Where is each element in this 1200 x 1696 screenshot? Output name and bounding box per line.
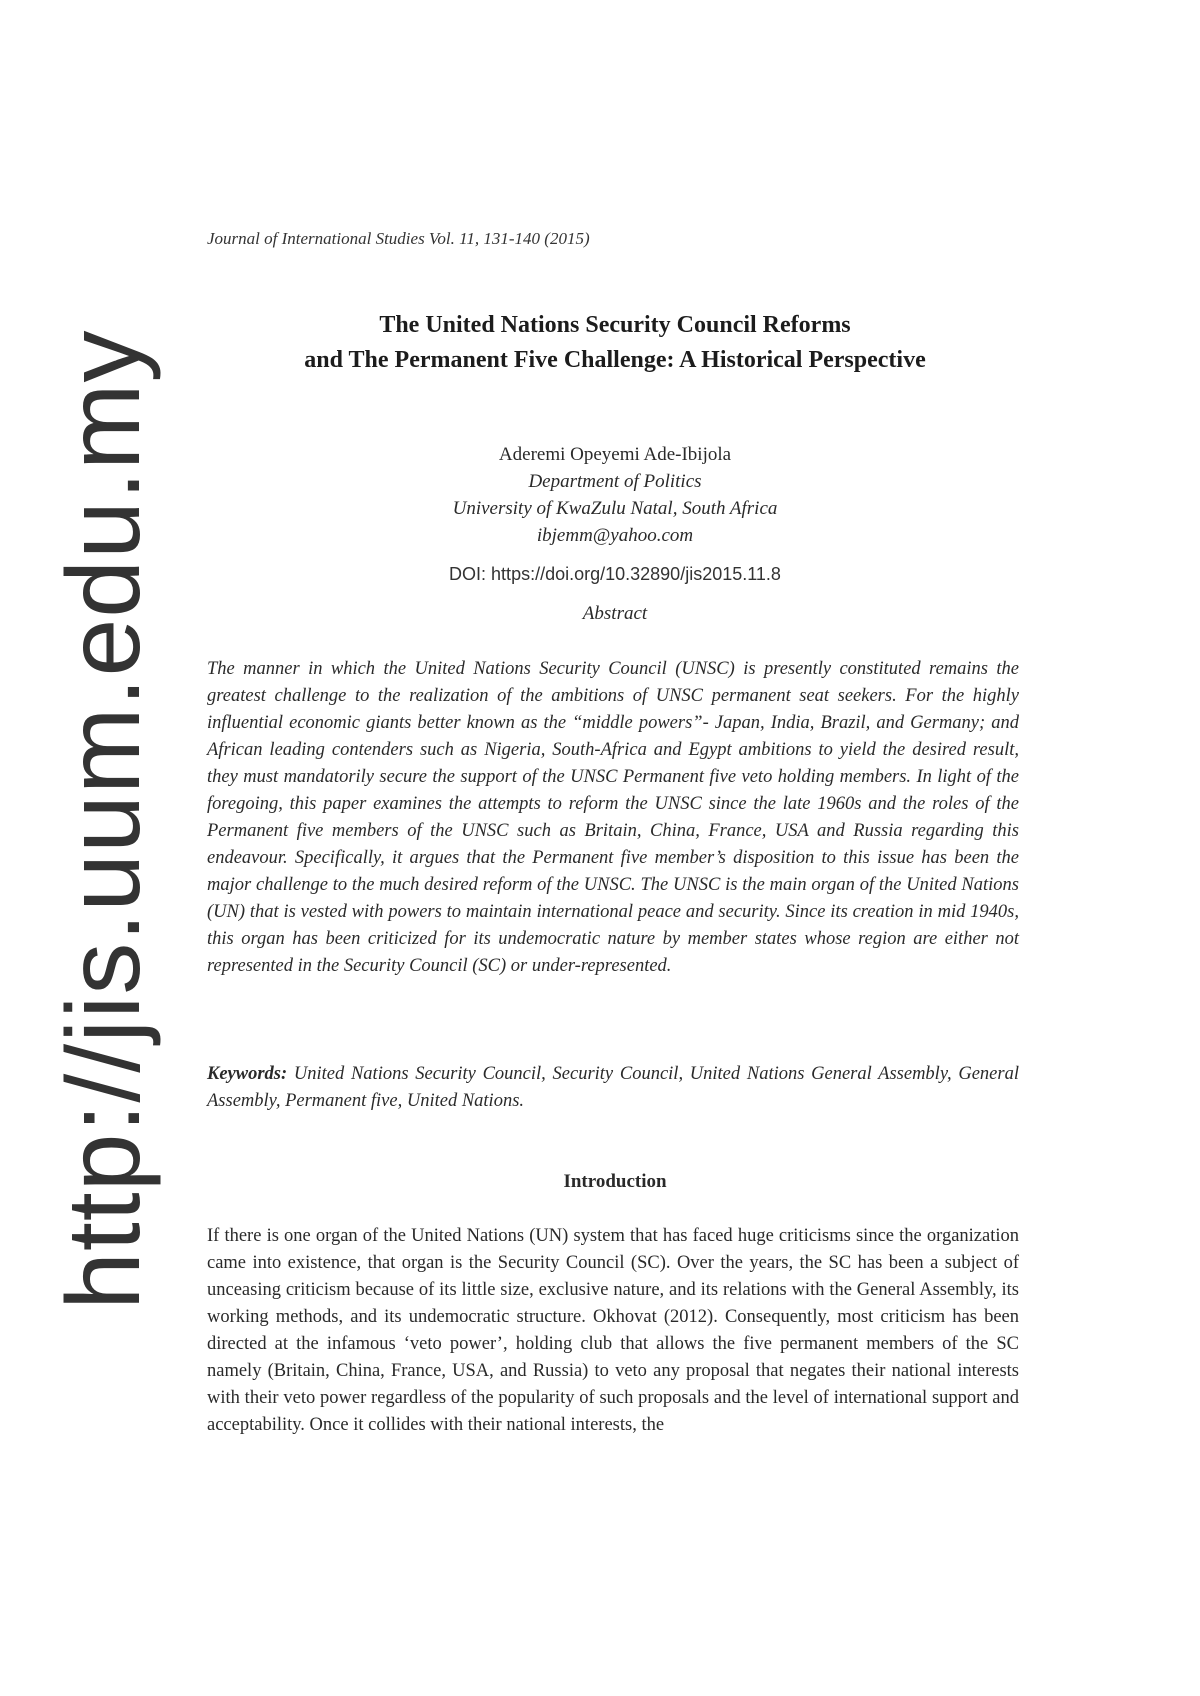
title-line-1: The United Nations Security Council Reforms: [379, 312, 851, 338]
keywords-text: United Nations Security Council, Security Council, United Nations General Assembly, General Assembly, Permanent five, United Nations.: [207, 1064, 1019, 1111]
paper-title: [180, 308, 1050, 378]
author-name: Aderemi Opeyemi Ade-Ibijola: [498, 444, 732, 465]
keywords-label: Keywords:: [207, 1064, 288, 1084]
author-email: ibjemm@yahoo.com: [536, 525, 694, 546]
abstract-heading: Abstract: [582, 603, 648, 624]
author-block: [200, 441, 1030, 549]
author-university: University of KwaZulu Natal, South Africa: [452, 498, 778, 519]
watermark-url: http://jis.uum.edu.my: [46, 329, 162, 1310]
doi-link[interactable]: DOI: https://doi.org/10.32890/jis2015.11.8: [449, 564, 781, 584]
title-line-2: and The Permanent Five Challenge: A Historical Perspective: [304, 347, 926, 373]
keywords: [207, 1061, 1019, 1115]
author-department: Department of Politics: [528, 471, 702, 492]
journal-reference: Journal of International Studies Vol. 11, 131-140 (2015): [207, 229, 590, 248]
introduction-heading: Introduction: [563, 1171, 667, 1192]
introduction-text: If there is one organ of the United Nations (UN) system that has faced huge criticisms since the organization came into existence, that organ is the Security Council (SC). Over the years, the SC has been a subject of unceasing criticism because of its little size, exclusive nature, and its relations with the General Assembly, its working methods, and its undemocratic structure. Okhovat (2012). Consequently, most criticism has been directed at the infamous ‘veto power’, holding club that allows the five permanent members of the SC namely (Britain, China, France, USA, and Russia) to veto any proposal that negates their national interests with their veto power regardless of the popularity of such proposals and the level of international support and acceptability. Once it collides with their national interests, the: [207, 1226, 1019, 1435]
abstract-text: The manner in which the United Nations Security Council (UNSC) is presently constituted remains the greatest challenge to the realization of the ambitions of UNSC permanent seat seekers. For the highly influential economic giants better known as the “middle powers”- Japan, India, Brazil, and Germany; and African leading contenders such as Nigeria, South-Africa and Egypt ambitions to yield the desired result, they must mandatorily secure the support of the UNSC Permanent five veto holding members. In light of the foregoing, this paper examines the attempts to reform the UNSC since the late 1960s and the roles of the Permanent five members of the UNSC such as Britain, China, France, USA and Russia regarding this endeavour. Specifically, it argues that the Permanent five member’s disposition to this issue has been the major challenge to the much desired reform of the UNSC. The UNSC is the main organ of the United Nations (UN) that is vested with powers to maintain international peace and security. Since its creation in mid 1940s, this organ has been criticized for its undemocratic nature by member states whose region are either not represented in the Security Council (SC) or under-represented.: [207, 659, 1019, 976]
